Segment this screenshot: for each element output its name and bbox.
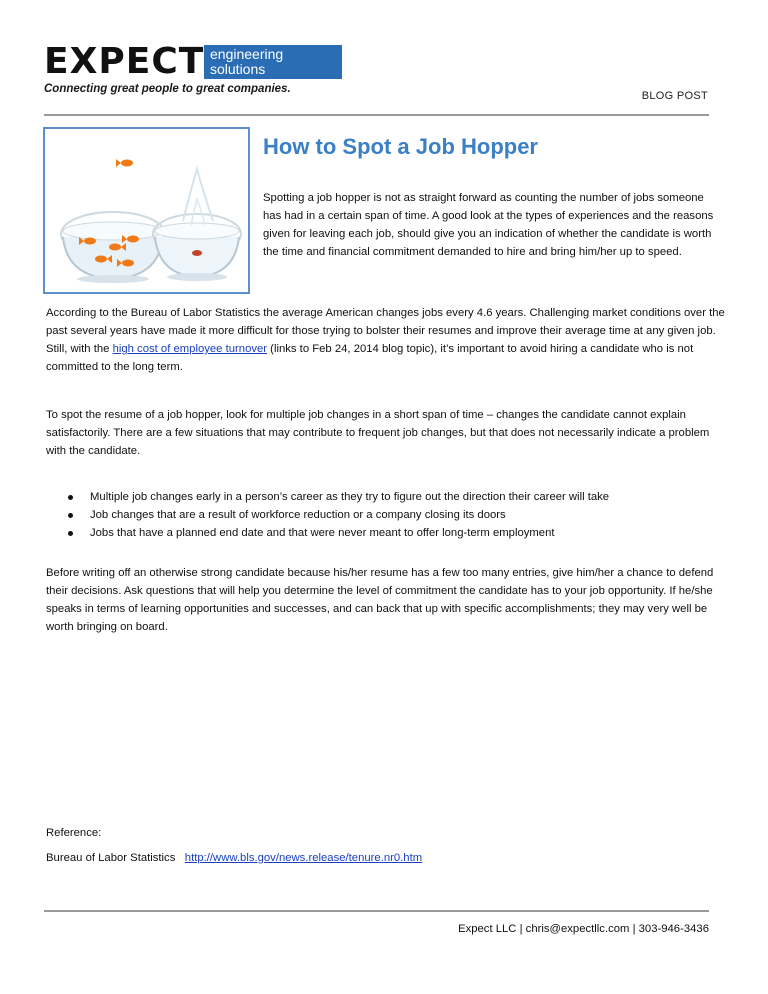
list-item-text: Job changes that are a result of workforce reduction or a company closing its doors xyxy=(90,509,506,521)
bullet-icon xyxy=(68,513,73,518)
paragraph-spot-resume: To spot the resume of a job hopper, look for multiple job changes in a short span of time – changes the candidate cannot explain satisfactorily. There are a few situations that may contribute to frequent job changes, but that does not necessarily indicate a problem with the candidate. xyxy=(46,409,710,457)
list-item-text: Jobs that have a planned end date and that were never meant to offer long-term employment xyxy=(90,527,555,539)
article-intro: Spotting a job hopper is not as straight forward as counting the number of jobs someone has had in a certain span of time. A good look at the types of experiences and the reasons given for leaving each job, should give you an indication of whether the candidate is worth the time and financial commitment demanded to hire and bring him/her up to speed. xyxy=(263,192,714,258)
footer-divider xyxy=(44,910,709,912)
blog-post-label: BLOG POST xyxy=(641,90,708,102)
logo-badge-line1: engineering xyxy=(210,46,284,62)
list-item xyxy=(60,488,609,506)
article-title: How to Spot a Job Hopper xyxy=(263,134,538,159)
goldfish-bowls-illustration xyxy=(45,129,248,292)
paragraph-bls-text-end: (links to Feb 24, 2014 blog topic), it’s important to avoid hiring a candidate who is not committed to the long term. xyxy=(46,343,694,373)
header-divider xyxy=(44,114,709,116)
logo-tagline: Connecting great people to great companies. xyxy=(44,83,291,95)
list-item-text: Multiple job changes early in a person’s career as they try to figure out the direction their career will take xyxy=(90,491,610,503)
logo-badge xyxy=(204,45,342,79)
logo-wordmark: EXPECT xyxy=(44,41,205,82)
bullet-icon xyxy=(68,495,73,500)
bullet-list xyxy=(60,488,609,542)
goldfish-image xyxy=(43,127,250,294)
list-item xyxy=(60,524,609,542)
logo-badge-line2: solutions xyxy=(210,61,266,77)
reference-label: Reference: xyxy=(46,827,102,839)
paragraph-bls xyxy=(46,304,726,376)
right-bowl xyxy=(153,169,241,281)
company-logo xyxy=(44,42,314,100)
footer-contact: Expect LLC | chris@expectllc.com | 303-946-3436 xyxy=(458,923,709,935)
list-item xyxy=(60,506,609,524)
reference-entry xyxy=(46,852,422,864)
paragraph-bls-text-start: According to the Bureau of Labor Statistics the average American changes jobs every 4.6 years. Challenging market conditions over the past several years have made it more difficult for those trying to bolster their resumes and improve their average time at any given job. Still, with the xyxy=(46,307,725,355)
reference-source: Bureau of Labor Statistics xyxy=(46,852,176,864)
paragraph-closing: Before writing off an otherwise strong candidate because his/her resume has a few too many entries, give him/her a chance to defend their decisions. Ask questions that will help you determine the level of commitment the candidate has to your job opportunity. If he/she speaks in terms of learning opportunities and successes, and can back that up with specific accomplishments; they may very well be worth bringing on board. xyxy=(46,567,714,633)
reference-url-link[interactable]: http://www.bls.gov/news.release/tenure.nr0.htm xyxy=(184,852,423,864)
turnover-blog-link[interactable]: high cost of employee turnover xyxy=(112,343,268,355)
bullet-icon xyxy=(68,531,73,536)
